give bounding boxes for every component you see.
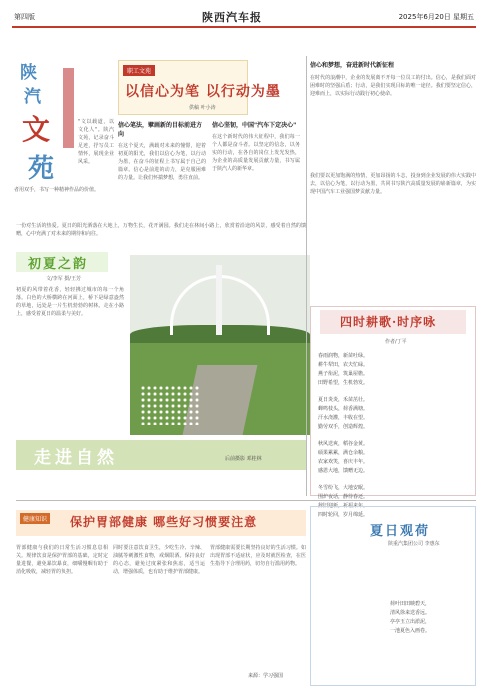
column-title-char: 陕 <box>20 63 37 83</box>
article-section-5 <box>16 222 306 238</box>
page-number: 第四版 <box>14 13 35 21</box>
column-title-char: 文 <box>22 113 51 146</box>
feature-author: 供稿 叶小涛 <box>189 105 216 111</box>
paper-title: 陕西汽车报 <box>202 11 262 24</box>
article-section-1 <box>118 120 206 182</box>
section-text: 初夏的风带着花香，轻轻拂过城市的每一个角落。白色的大桥横跨在河面上，桥下是绿意盎然的草地，远处是一片生机勃勃的树林。走在小路上，感受着夏日的温柔与美好。 <box>16 287 124 317</box>
masthead <box>12 8 476 28</box>
section-text: 胃部健康需要长期坚持良好的生活习惯。如出现胃部不适症状，应及时就医检查，在医生指导下合理用药，切勿自行滥用药物。 <box>210 545 306 567</box>
poem-line: 耕牛犁田，农夫忙碌。 <box>318 362 369 368</box>
poem-line: 一池夏色入画卷。 <box>390 628 431 634</box>
article-section-2 <box>212 120 300 173</box>
section-text: 在这个夏天，满载对未来的憧憬，迎着初夏的阳光，我们以信心为笔，以行动为墨，在奋斗的征程上书写属于自己的篇章。信心是前进的动力，是克服困难的力量。让我们怀揣梦想，勇往直前。 <box>118 143 206 181</box>
summer-poem-author: 陕重汽集团公司 李惠东 <box>388 541 440 547</box>
poem-line: 蝉鸣枝头，荷香满塘。 <box>318 406 369 412</box>
bridge-photo <box>130 255 310 435</box>
poem-line: 亭亭玉立出淤泥， <box>390 619 431 625</box>
issue-date: 2025年6月20日 星期五 <box>398 13 474 21</box>
poem-line: 硕果累累，满仓余粮。 <box>318 450 369 456</box>
right-column-text-2 <box>310 172 476 196</box>
season-poem-author: 作者/丁平 <box>385 339 407 345</box>
health-column-1 <box>16 544 108 576</box>
poem-line: 汗水浇灌，丰收在望。 <box>318 415 369 421</box>
poem-line: 清风徐来送香远。 <box>390 610 431 616</box>
section-heading: 信心坚韧，中国"汽车下定决心" <box>212 122 297 129</box>
health-title: 保护胃部健康 哪些好习惯要注意 <box>70 515 258 529</box>
feature-banner <box>118 60 281 115</box>
poem-line: 夏日炎炎，禾苗茁壮。 <box>318 397 369 403</box>
health-credit: 来源：学习强国 <box>248 673 284 679</box>
poem-line: 围炉夜话，静待春还。 <box>318 494 369 500</box>
section-text: 我们要以更加饱满的热情，更加昂扬的斗志，投身到企业发展的伟大实践中去，以信心为笔，以行动为墨，共同书写陕汽高质量发展的崭新篇章，为实现中国汽车工业强国梦贡献力量。 <box>310 173 476 195</box>
column-title <box>14 58 64 184</box>
section-text: 同时要注意饮食卫生，少吃生冷、辛辣、油腻等刺激性食物，戒烟限酒。保持良好的心态，避免过度紧张和焦虑，适当运动，增强体质，也有助于维护胃部健康。 <box>113 545 205 575</box>
season-poem-title: 四时耕歌·时序咏 <box>340 315 437 329</box>
photo-credit: 后前摄影 邓桂林 <box>225 456 262 462</box>
section-heading: 信心笔法，擘画新的目标前进方向 <box>118 122 203 138</box>
summer-poem-lines <box>390 600 470 636</box>
poem-line: 荷叶田田映碧天， <box>390 601 431 607</box>
photo-flowers <box>140 385 200 425</box>
section-text: 一份对生活的热爱。夏日的阳光洒落在大地上，万物生长，花开满园。我们走在林间小路上，欣赏着沿途的风景，感受着自然的馈赠，心中充满了对未来的期待和向往。 <box>16 223 306 237</box>
health-column-2 <box>113 544 205 576</box>
poem-line: 冬雪纷飞，大地安眠。 <box>318 485 369 491</box>
feature-tag: 职工文苑 <box>123 65 155 76</box>
column-intro-tail: 者用双手，书写一种精神作品的价值。 <box>14 187 100 193</box>
column-title-char: 苑 <box>28 154 55 184</box>
poem-line: 燕子衔泥，筑巢屋檐。 <box>318 371 369 377</box>
summer-poem-title: 夏日观荷 <box>370 524 431 539</box>
health-tag: 健康知识 <box>20 513 50 524</box>
poem-line: 农家欢笑，喜庆丰年。 <box>318 459 369 465</box>
poem-text <box>16 286 124 318</box>
seal-stamp <box>63 68 74 148</box>
section-text: 胃部健康与我们的日常生活习惯息息相关。规律饮食是保护胃部的基础，定时定量进餐，避免暴饮暴食，细嚼慢咽有助于消化吸收，减轻胃的负担。 <box>16 545 108 575</box>
photo-caption: 走进自然 <box>34 448 118 468</box>
right-column-heading: 信心和梦想，奋进新时代新征程 <box>310 62 395 69</box>
poem-line: 秋风送爽，稻谷金黄。 <box>318 441 369 447</box>
poem-line: 春雨润物，新苗吐绿。 <box>318 353 369 359</box>
column-title-char: 汽 <box>24 87 41 107</box>
right-column-text: 在时代的浪潮中，企业的发展离不开每一位员工的付出。信心，是我们面对困难时的坚强后盾；行动，是我们实现目标的唯一途径。我们要坚定信心，迎难而上，以实际行动践行初心使命。 <box>310 75 476 97</box>
health-column-3 <box>210 544 306 568</box>
poem-line: 勤劳双手，创造辉煌。 <box>318 424 369 430</box>
poem-title: 初夏之韵 <box>28 257 89 272</box>
section-divider <box>16 500 476 501</box>
column-divider <box>306 56 307 496</box>
section-text: 在这个新时代的伟大征程中，我们每一个人都是奋斗者。以坚定的信念，以务实的行动，在各自的岗位上发光发热，为企业的高质量发展贡献力量，书写属于陕汽人的新华章。 <box>212 134 300 172</box>
poem-line: 感恩大地，馈赠无边。 <box>318 468 369 474</box>
column-intro: "文以载道，以文化人"。陕汽文苑，记录奋斗足迹，抒写员工情怀，展现企业风采。 <box>78 119 114 165</box>
poem-line: 四时轮回，岁月绵延。 <box>318 512 369 518</box>
season-poem-lines <box>318 352 468 520</box>
feature-title: 以信心为笔 以行动为墨 <box>125 84 281 100</box>
poem-author: 文/李军 摄/王芳 <box>46 276 81 282</box>
poem-line: 田野希望，生机勃发。 <box>318 380 369 386</box>
photo-bridge-tower <box>216 265 222 335</box>
poem-line: 辞旧迎新，祈福来年。 <box>318 503 369 509</box>
